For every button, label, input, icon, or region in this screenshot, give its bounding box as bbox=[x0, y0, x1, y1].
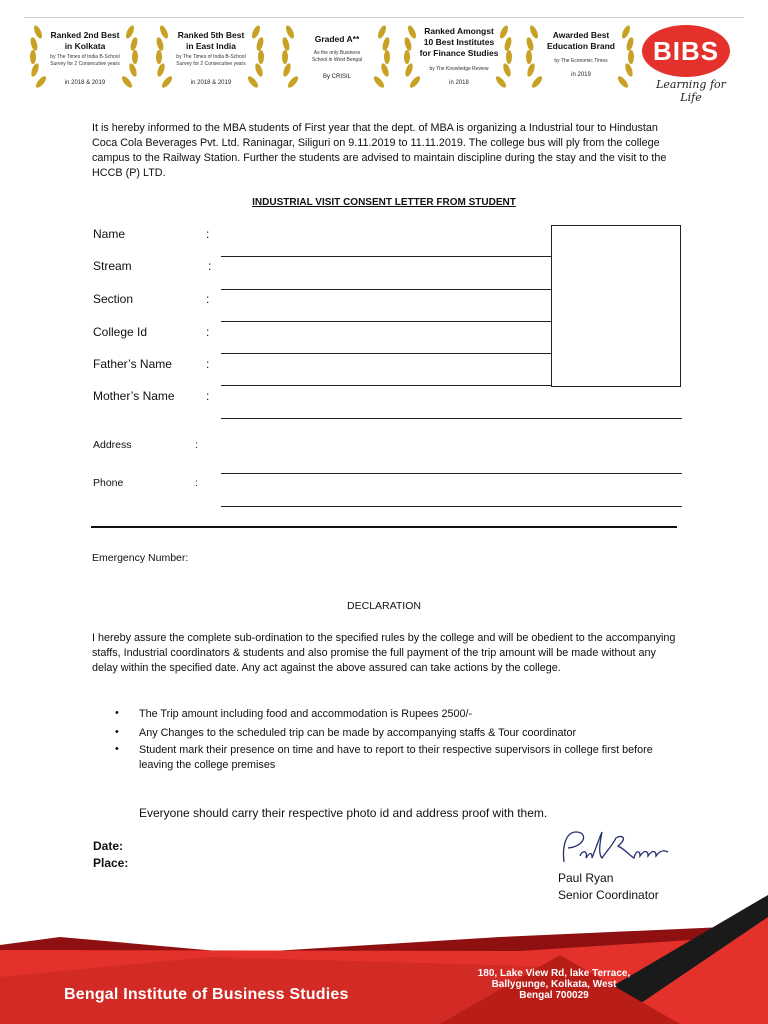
college-id-line[interactable] bbox=[221, 353, 551, 354]
bullet-icon: • bbox=[115, 743, 119, 755]
emergency-number-label: Emergency Number: bbox=[92, 552, 189, 564]
date-label: Date: bbox=[93, 839, 124, 853]
fathers-name-colon: : bbox=[206, 357, 210, 371]
phone-label: Phone bbox=[93, 477, 124, 489]
award-4-year: in 2018 bbox=[449, 80, 469, 86]
section-colon: : bbox=[206, 292, 210, 306]
phone-line[interactable] bbox=[221, 506, 682, 507]
award-5-detail-1: by The Economic Times bbox=[554, 58, 608, 64]
stream-colon: : bbox=[208, 259, 212, 273]
college-id-label: College Id bbox=[93, 325, 148, 339]
section-separator bbox=[91, 526, 677, 528]
award-badge-5 bbox=[520, 20, 640, 96]
footer-address-line-2: Ballygunge, Kolkata, West bbox=[491, 979, 617, 990]
award-badge-4 bbox=[398, 20, 518, 96]
intro-paragraph: It is hereby informed to the MBA students of First year that the dept. of MBA is organizing a Industrial tour to Hindustan Coca Cola Beverages Pvt. Ltd. Raninagar, Siliguri on 9.11.2019 to 11.11.2019. The college bus will ply from the college campus to the Railway Station. Further the students are advised to maintain discipline during the stay and the visit to the HCCB (P) LTD. bbox=[92, 122, 667, 179]
footer-address-line-3: Bengal 700029 bbox=[519, 990, 589, 1001]
award-1-detail-1: by The Times of India B-School bbox=[50, 54, 120, 60]
mothers-name-colon: : bbox=[206, 389, 210, 403]
photo-box bbox=[551, 225, 681, 387]
name-line[interactable] bbox=[221, 256, 551, 257]
award-3-detail-1: As the only Business bbox=[313, 50, 361, 56]
declaration-title: DECLARATION bbox=[347, 600, 421, 612]
footer-banner bbox=[0, 895, 768, 1024]
name-label: Name bbox=[93, 227, 126, 241]
address-label: Address bbox=[93, 439, 132, 451]
award-1-title-2: in Kolkata bbox=[64, 41, 106, 51]
signatory-role: Senior Coordinator bbox=[558, 888, 659, 902]
award-2-detail-1: by The Times of India B-School bbox=[176, 54, 246, 60]
note-text: Everyone should carry their respective photo id and address proof with them. bbox=[139, 806, 548, 820]
declaration-paragraph: I hereby assure the complete sub-ordination to the specified rules by the college and will be obedient to the accompanying staffs, Industrial coordinators & students and also promise the full payment of the trip amount will be made without any delay within the specified date. Any act against the above assured can take actions by the college. bbox=[92, 632, 676, 674]
award-5-title-2: Education Brand bbox=[546, 41, 615, 51]
mothers-name-label: Mother’s Name bbox=[93, 389, 175, 403]
logo-tagline: Learning for Life bbox=[656, 78, 726, 104]
footer-address bbox=[468, 968, 640, 1001]
stream-line[interactable] bbox=[221, 289, 551, 290]
bibs-logo: BIBS bbox=[642, 25, 730, 77]
bullet-item-1: The Trip amount including food and accommodation is Rupees 2500/- bbox=[139, 708, 473, 720]
bullet-item-3: Student mark their presence on time and have to report to their respective supervisors in college first before leaving the college premises bbox=[139, 744, 653, 771]
award-badge-1 bbox=[24, 20, 144, 96]
footer-institute-name: Bengal Institute of Business Studies bbox=[64, 986, 349, 1003]
place-label: Place: bbox=[93, 856, 129, 870]
phone-colon: : bbox=[195, 477, 198, 489]
award-4-title-3: for Finance Studies bbox=[419, 48, 499, 58]
signature-image bbox=[556, 826, 672, 870]
award-4-title-2: 10 Best Institutes bbox=[423, 37, 495, 47]
mothers-name-line[interactable] bbox=[221, 418, 682, 419]
award-3-detail-2: School in West Bengal bbox=[311, 57, 363, 63]
award-2-detail-2: Survey for 2 Consecutive years bbox=[176, 61, 246, 67]
award-1-title-1: Ranked 2nd Best bbox=[50, 30, 120, 40]
bullet-icon: • bbox=[115, 707, 119, 719]
footer-address-line-1: 180, Lake View Rd, lake Terrace, bbox=[477, 968, 631, 979]
award-5-title-1: Awarded Best bbox=[552, 30, 610, 40]
bullet-icon: • bbox=[115, 726, 119, 738]
section-label: Section bbox=[93, 292, 134, 306]
award-2-title-1: Ranked 5th Best bbox=[177, 30, 245, 40]
fathers-name-label: Father’s Name bbox=[93, 357, 172, 371]
award-4-title-1: Ranked Amongst bbox=[424, 26, 494, 36]
award-2-year: in 2018 & 2019 bbox=[190, 80, 232, 86]
award-1-year: in 2018 & 2019 bbox=[64, 80, 106, 86]
name-colon: : bbox=[206, 227, 210, 241]
address-colon: : bbox=[195, 439, 198, 451]
fathers-name-line[interactable] bbox=[221, 385, 551, 386]
address-line[interactable] bbox=[221, 473, 682, 474]
award-1-detail-2: Survey for 2 Consecutive years bbox=[50, 61, 120, 67]
award-badge-3 bbox=[276, 20, 396, 96]
award-3-title-1: Graded A** bbox=[314, 34, 360, 44]
award-2-title-2: in East India bbox=[185, 41, 237, 51]
form-title: INDUSTRIAL VISIT CONSENT LETTER FROM STUDENT bbox=[252, 197, 516, 208]
section-line[interactable] bbox=[221, 321, 551, 322]
award-5-year: in 2019 bbox=[571, 72, 591, 78]
college-id-colon: : bbox=[206, 325, 210, 339]
award-4-detail-1: by The Knowledge Review bbox=[429, 66, 489, 72]
bullet-item-2: Any Changes to the scheduled trip can be made by accompanying staffs & Tour coordinator bbox=[139, 727, 577, 739]
stream-label: Stream bbox=[93, 259, 132, 273]
signatory-name: Paul Ryan bbox=[558, 871, 614, 885]
award-badge-2 bbox=[150, 20, 270, 96]
award-3-year: By CRISIL bbox=[322, 74, 351, 80]
header-banner bbox=[24, 17, 744, 104]
